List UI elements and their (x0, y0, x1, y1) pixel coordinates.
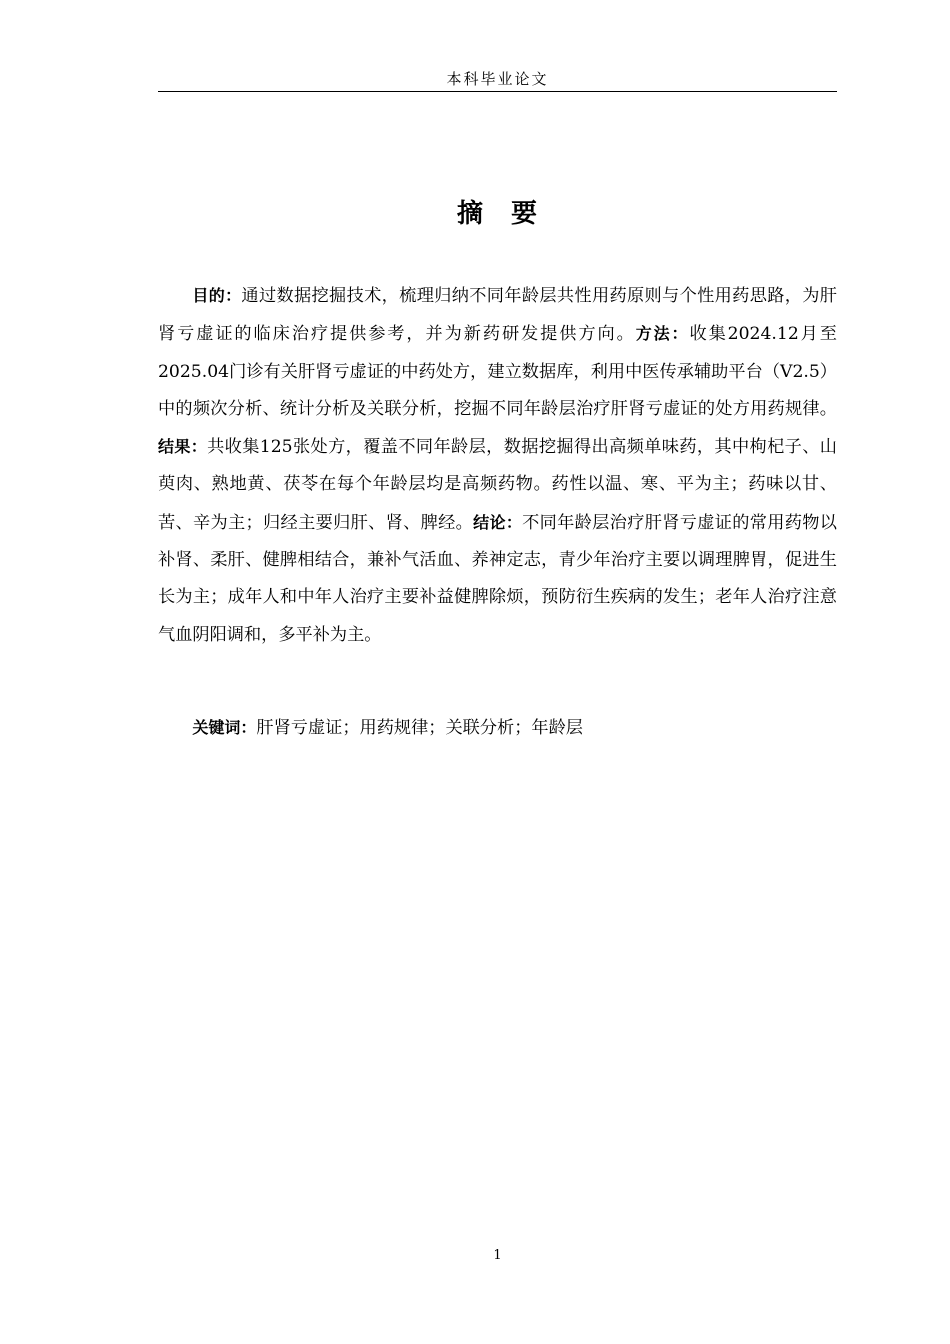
conclusion-text: 不同年龄层治疗肝肾亏虚证的常用药物以补肾、柔肝、健脾相结合，兼补气活血、养神定志，青少年治疗主要以调理脾胃，促进生长为主；成年人和中年人治疗主要补益健脾除烦，预防衍生疾病的发生；老年人治疗注意气血阴阳调和，多平补为主。 (158, 512, 837, 645)
result-text: 共收集125张处方，覆盖不同年龄层，数据挖掘得出高频单味药，其中枸杞子、山萸肉、熟地黄、茯苓在每个年龄层均是高频药物。药性以温、寒、平为主；药味以甘、苦、辛为主；归经主要归肝、肾、脾经。 (158, 437, 837, 533)
objective-label: 目的： (192, 286, 242, 305)
keywords-label: 关键词： (192, 718, 257, 737)
header-divider (158, 91, 837, 92)
conclusion-label: 结论： (473, 512, 523, 532)
result-label: 结果： (158, 437, 208, 457)
abstract-title: 摘 要 (456, 199, 538, 229)
running-header: 本科毕业论文 (446, 70, 549, 88)
page-number: 1 (493, 1248, 502, 1263)
keywords-text: 肝肾亏虚证；用药规律；关联分析；年龄层 (256, 718, 583, 738)
keywords-line (158, 709, 837, 747)
objective-text: 通过数据挖掘技术，梳理归纳不同年龄层共性用药原则与个性用药思路，为肝肾亏虚证的临床治疗提供参考，并为新药研发提供方向。 (158, 286, 837, 345)
abstract-body (158, 277, 837, 654)
method-label: 方法： (635, 324, 690, 344)
method-text: 收集2024.12月至2025.04门诊有关肝肾亏虚证的中药处方，建立数据库，利用中医传承辅助平台（V2.5）中的频次分析、统计分析及关联分析，挖掘不同年龄层治疗肝肾亏虚证的处方用药规律。 (158, 324, 837, 419)
